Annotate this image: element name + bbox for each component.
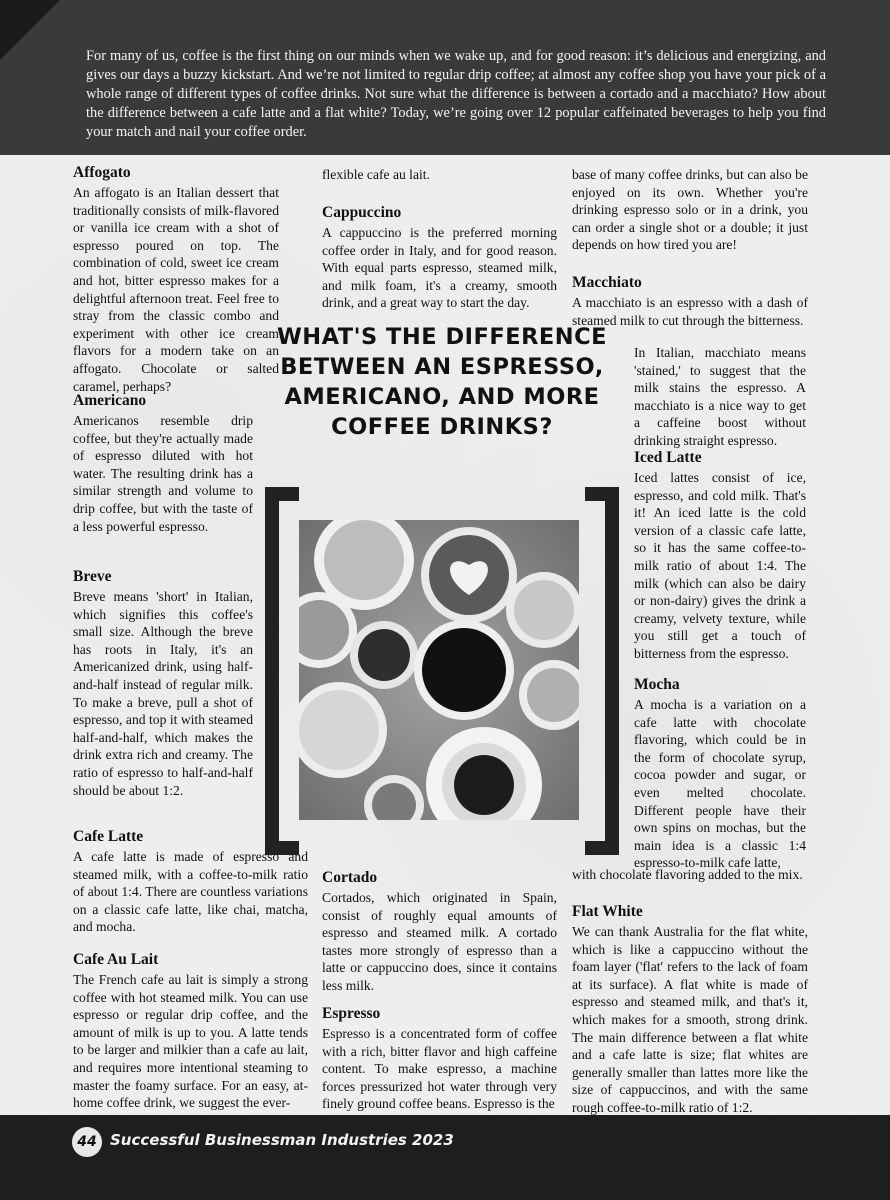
corner-decoration [0,0,60,60]
section-heading: Cafe Latte [73,828,144,845]
section-text: A cappuccino is the preferred morning coffee order in Italy, and for good reason. With equal parts espresso, steamed milk, and milk foam, it's a creamy, smooth drink, and a great way to start the day. [322,225,557,311]
page-number: 44 [72,1127,102,1157]
section-flat-white [572,902,808,1117]
mocha-text-wide: with chocolate flavoring added to the mix. [572,867,803,882]
section-text: Espresso is a concentrated form of coffee with a rich, bitter flavor and high caffeine content. To make espresso, a machine forces pressurized hot water through very finely ground coffee beans. Espresso is the [322,1026,557,1112]
espresso-continued: base of many coffee drinks, but can also be enjoyed on its own. Whether you're drinking espresso solo or in a drink, you can order a single shot or a double; it just depends on how tired you are! [572,167,808,253]
latte-art-cup [421,527,517,623]
section-cafe-au-lait [73,950,308,1112]
section-heading: Cortado [322,869,378,886]
left-bracket [265,487,299,855]
section-heading: Cafe Au Lait [73,951,159,968]
coffee-cups-photo [299,520,579,820]
cup [350,621,418,689]
section-text: A macchiato is an espresso with a dash of steamed milk to cut through the bitterness. [572,295,808,328]
macchiato-text-narrow: In Italian, macchiato means 'stained,' to suggest that the milk stains the espresso. A macchiato is a nice way to get a caffeine boost without drinking straight espresso. [634,345,806,448]
right-bracket [585,487,619,855]
section-cappuccino [322,203,557,312]
section-cortado [322,868,557,995]
article-title: WHAT'S THE DIFFERENCE BETWEEN AN ESPRESSO, AMERICANO, AND MORE COFFEE DRINKS? [276,324,608,440]
page-footer [0,1115,890,1200]
section-text: An affogato is an Italian dessert that traditionally consists of milk-flavored or vanilla ice cream with a shot of espresso poured on top. The combination of cold, sweet ice cream and hot, bitter espresso makes for a delightful afternoon treat. Feel free to stray from the classic combo and experiment with other ice cream flavors for a modern take on an affogato. Chocolate or salted caramel, perhaps? [73,185,279,394]
magazine-name: Successful Businessman Industries 2023 [110,1131,454,1149]
section-heading: Breve [73,568,112,585]
section-text: We can thank Australia for the flat white, which is like a cappuccino without the foam layer ('flat' refers to the lack of foam at its surface). A flat white is made of espresso and steamed milk, and that's it, which makes for a smooth, strong drink. The main difference between a flat white and a cafe latte is size; flat whites are generally smaller than lattes more like the size of cappuccinos, and with the same rough coffee-to-milk ratio of 1:2. [572,924,808,1115]
coffee-cups-illustration [299,520,579,820]
section-breve [73,567,253,799]
section-iced-latte [634,448,806,663]
section-text: Iced lattes consist of ice, espresso, and cold milk. That's it! An iced latte is the cold version of a classic cafe latte, so it has the same coffee-to-milk ratio of about 1:4. The milk (which can also be dairy or non-dairy) gives the drink a creamy, velvety texture, while you still get a touch of bitterness from the espresso. [634,470,806,661]
section-text: Americanos resemble drip coffee, but they're actually made of espresso diluted with hot water. The resulting drink has a similar strength and volume to drip coffee, but with the taste of a less powerful espresso. [73,413,253,534]
section-text: A mocha is a variation on a cafe latte with chocolate flavoring, which could be in the form of chocolate syrup, cocoa powder and sugar, or even melted chocolate. Different people have their own spins on mochas, but the main idea is a classic 1:4 espresso-to-milk cafe latte, [634,697,806,871]
section-text: A cafe latte is made of espresso and steamed milk, with a coffee-to-milk ratio of about 1:4. There are countless variations on a classic cafe latte, like chai, matcha, and mocha. [73,849,308,935]
section-heading: Cappuccino [322,204,402,221]
section-heading: Espresso [322,1005,381,1022]
section-heading: Iced Latte [634,449,702,466]
section-heading: Flat White [572,903,643,920]
section-text: Cortados, which originated in Spain, consist of roughly equal amounts of espresso and steamed milk. A cortado tastes more strongly of espresso than a latte or cappuccino does, since it contains less milk. [322,890,557,993]
intro-paragraph: For many of us, coffee is the first thing on our minds when we wake up, and for good reason: it’s delicious and energizing, and gives our days a buzzy kickstart. And we’re not limited to regular drip coffee; at almost any coffee shop you have your pick of a whole range of different types of coffee drinks. Not sure what the difference is between a cortado and a macchiato? How about the difference between a cafe latte and a flat white? Today, we’re going over 12 popular caffeinated beverages to help you find your match and nail your coffee order. [86,48,826,140]
section-americano [73,391,253,535]
section-espresso [322,1004,557,1113]
section-text: The French cafe au lait is simply a strong coffee with hot steamed milk. You can use espresso or regular drip coffee, and the amount of milk is up to you. A latte tends to be larger and milkier than a cafe au lait, and requires more intentional steaming to master the foamy surface. For an easy, at-home coffee drink, we suggest the ever- [73,972,308,1111]
cafe-au-lait-continued: flexible cafe au lait. [322,167,430,182]
section-heading: Affogato [73,164,131,181]
black-coffee-cup [414,620,514,720]
section-heading: Mocha [634,676,680,693]
section-affogato [73,163,279,395]
cup [506,572,579,648]
section-heading: Americano [73,392,147,409]
section-text: Breve means 'short' in Italian, which signifies this coffee's small size. Although the breve has roots in Italy, it's an Americanized drink, using half-and-half instead of regular milk. To make a breve, pull a shot of espresso, and top it with steamed half-and-half, which makes the drink extra rich and creamy. The ratio of espresso to half-and-half should be about 1:2. [73,589,253,798]
section-macchiato [572,273,808,329]
section-heading: Macchiato [572,274,642,291]
section-mocha [634,675,806,872]
